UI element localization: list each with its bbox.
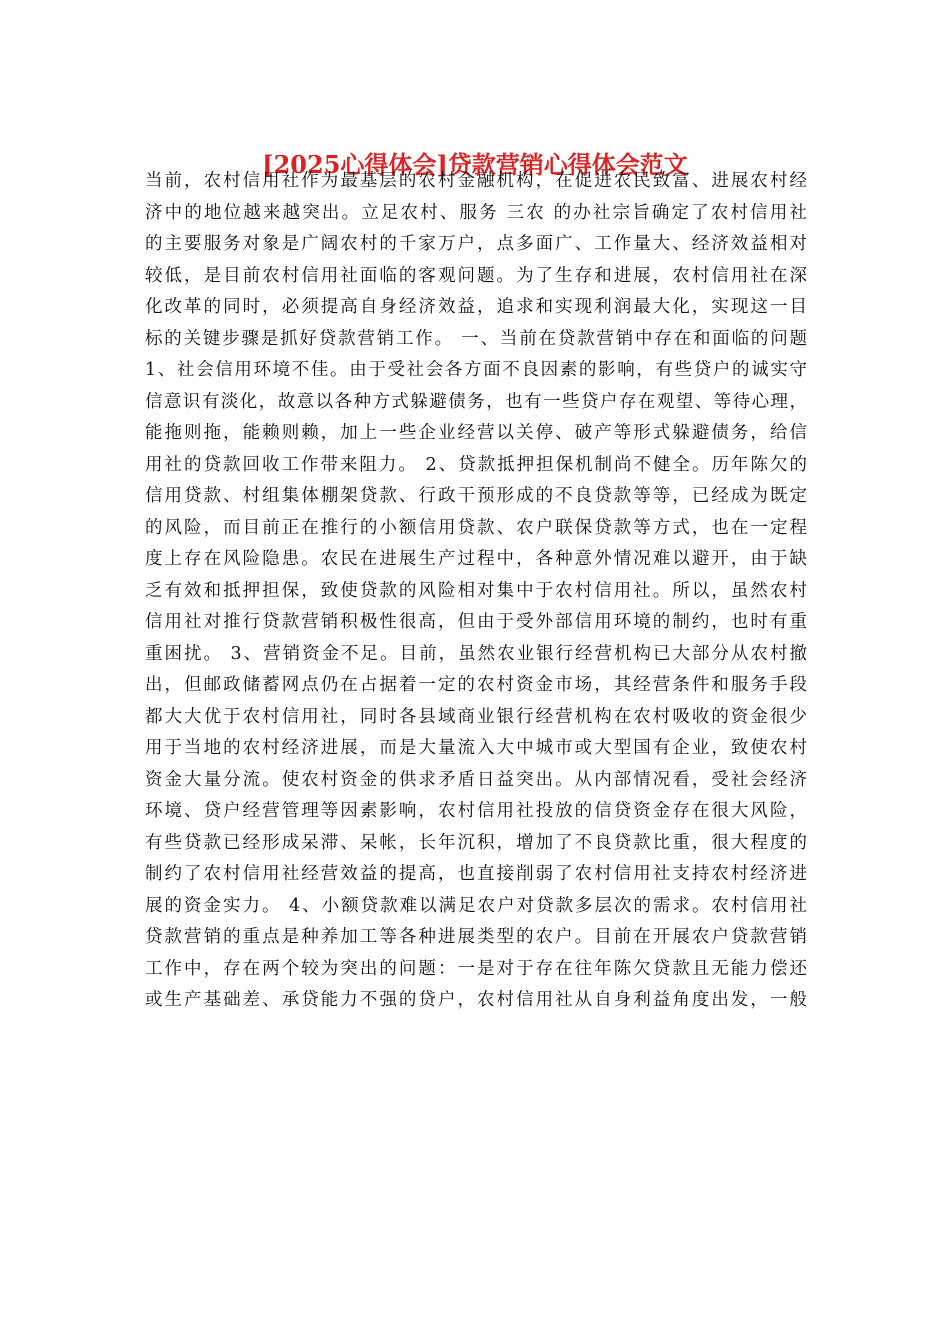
body-line: 都大大优于农村信用社，同时各县域商业银行经营机构在农村吸收的资金很少 [145,706,807,727]
body-line: 制约了农村信用社经营效益的提高，也直接削弱了农村信用社支持农村经济进 [145,864,807,884]
body-line: 有些贷款已经形成呆滞、呆帐，长年沉积，增加了不良贷款比重，很大程度的 [145,832,807,853]
body-line: 工作中，存在两个较为突出的问题：一是对于存在往年陈欠贷款且无能力偿还 [145,958,807,979]
body-line: 资金大量分流。使农村资金的供求矛盾日益突出。从内部情况看，受社会经济 [145,769,807,790]
body-line: 出，但邮政储蓄网点仍在占据着一定的农村资金市场，其经营条件和服务手段 [145,675,807,695]
body-line: 信意识有淡化，故意以各种方式躲避债务，也有一些贷户存在观望、等待心理， [145,391,807,412]
body-line: 环境、贷户经营管理等因素影响，农村信用社投放的信贷资金存在很大风险， [145,801,807,821]
body-line: 的主要服务对象是广阔农村的千家万户，点多面广、工作量大、经济效益相对 [145,234,807,254]
body-line: 济中的地位越来越突出。立足农村、服务 三农 的办社宗旨确定了农村信用社 [145,202,807,223]
body-line: 的风险，而目前正在推行的小额信用贷款、农户联保贷款等方式，也在一定程 [145,517,807,538]
body-line: 贷款营销的重点是种养加工等各种进展类型的农户。目前在开展农户贷款营销 [145,927,807,947]
body-line: 当前，农村信用社作为最基层的农村金融机构，在促进农民致富、进展农村经 [145,171,807,191]
body-line: 用于当地的农村经济进展，而是大量流入大中城市或大型国有企业，致使农村 [145,738,807,758]
body-line: 展的资金实力。 4、小额贷款难以满足农户对贷款多层次的需求。农村信用社 [145,895,807,916]
body-line: 或生产基础差、承贷能力不强的贷户，农村信用社从自身利益角度出发，一般 [145,990,807,1010]
body-line: 较低，是目前农村信用社面临的客观问题。为了生存和进展，农村信用社在深 [145,265,807,286]
body-line: 化改革的同时，必须提高自身经济效益，追求和实现利润最大化，实现这一目 [145,297,807,317]
body-line: 信用社对推行贷款营销积极性很高，但由于受外部信用环境的制约，也时有重 [145,612,807,632]
body-line: 重困扰。 3、营销资金不足。目前，虽然农业银行经营机构已大部分从农村撤 [145,643,807,664]
body-line: 1、社会信用环境不佳。由于受社会各方面不良因素的影响，有些贷户的诚实守 [145,360,807,380]
body-line: 信用贷款、村组集体棚架贷款、行政干预形成的不良贷款等等，已经成为既定 [145,486,807,506]
body-line: 能拖则拖，能赖则赖，加上一些企业经营以关停、破产等形式躲避债务，给信 [145,423,807,443]
body-line: 用社的贷款回收工作带来阻力。 2、贷款抵押担保机制尚不健全。历年陈欠的 [145,454,807,475]
body-line: 标的关键步骤是抓好贷款营销工作。 一、当前在贷款营销中存在和面临的问题 [145,328,807,349]
body-line: 度上存在风险隐患。农民在进展生产过程中，各种意外情况难以避开，由于缺 [145,549,807,569]
document-title: [2025心得体会]贷款营销心得体会范文 [262,150,688,179]
document-body [145,166,807,1017]
body-line: 乏有效和抵押担保，致使贷款的风险相对集中于农村信用社。所以，虽然农村 [145,580,807,601]
